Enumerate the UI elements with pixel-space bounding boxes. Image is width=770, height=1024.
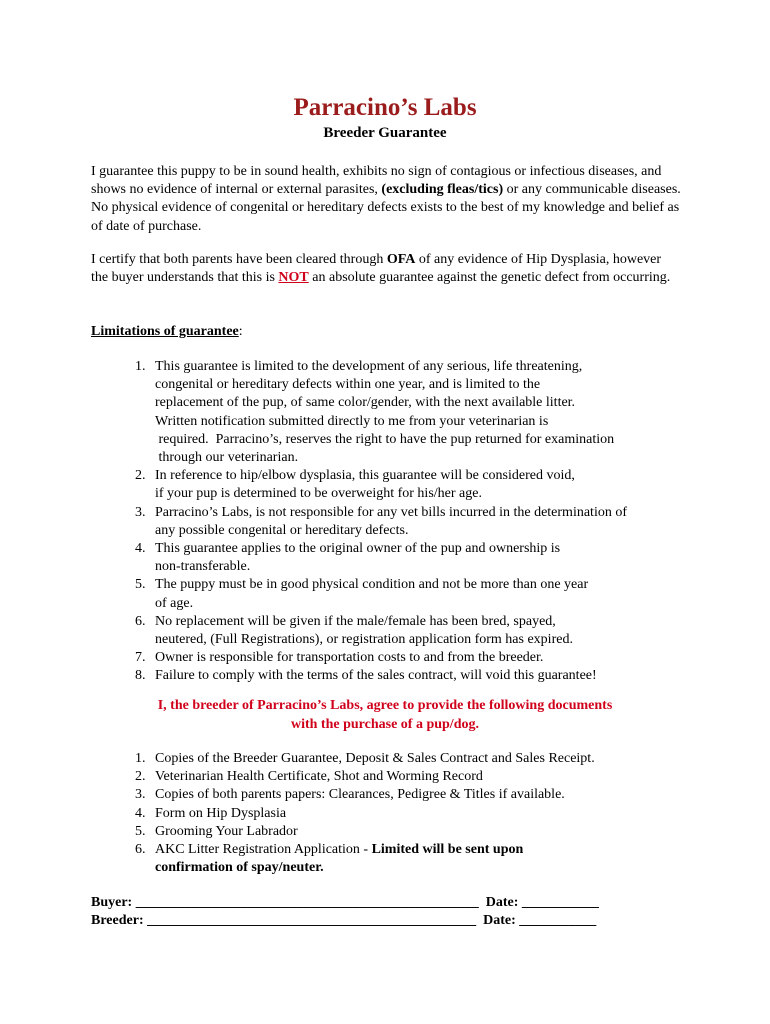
list-item: 6. AKC Litter Registration Application - Limited will be sent upon confirmation of spay/neuter.	[135, 842, 524, 876]
list-item: 2. In reference to hip/elbow dysplasia, this guarantee will be considered void, if your pup is determined to be overweight for his/her age.	[135, 468, 575, 502]
page-title: Parracino’s Labs	[293, 94, 477, 121]
list-item: 2. Veterinarian Health Certificate, Shot and Worming Record	[135, 769, 483, 785]
limitations-list	[135, 358, 680, 686]
breeder-signature-line: Breeder: _______________________________________________ Date: ___________	[91, 913, 597, 928]
documents-list	[135, 750, 680, 877]
page-subtitle: Breeder Guarantee	[323, 125, 447, 141]
list-item: 3. Copies of both parents papers: Clearances, Pedigree & Titles if available.	[135, 787, 565, 803]
limited-registration-note: Limited will be sent upon	[371, 842, 524, 858]
excluding-fleas-note: (excluding fleas/tics)	[381, 182, 504, 198]
list-item: 4. This guarantee applies to the original owner of the pup and ownership is non-transferable.	[135, 541, 561, 575]
limitations-heading: Limitations of guarantee:	[91, 324, 243, 339]
list-item: 6. No replacement will be given if the male/female has been bred, spayed, neutered, (Full Registrations), or registration application form has expired.	[135, 613, 573, 648]
ofa-term: OFA	[386, 252, 416, 267]
intro-paragraph-health: I guarantee this puppy to be in sound health, exhibits no sign of contagious or infectious diseases, and shows no evidence of internal or external parasites, (excluding fleas/tics) or any communicable diseases. No physical evidence of congenital or hereditary defects exists to the best of my knowledge and belief as of date of purchase.	[91, 164, 681, 234]
buyer-signature-line: Buyer: _________________________________________________ Date: ___________	[91, 895, 599, 910]
list-item: 4. Form on Hip Dysplasia	[135, 805, 287, 821]
list-item: 8. Failure to comply with the terms of the sales contract, will void this guarantee!	[135, 668, 597, 684]
not-emphasis: NOT	[278, 270, 309, 286]
intro-paragraph-ofa: I certify that both parents have been cleared through OFA of any evidence of Hip Dysplasia, however the buyer understands that this is NOT an absolute guarantee against the genetic defect from occurring.	[91, 252, 671, 286]
list-item: 5. Grooming Your Labrador	[135, 823, 298, 839]
breeder-agreement-note: I, the breeder of Parracino’s Labs, agree to provide the following documents with the purchase of a pup/dog.	[157, 698, 613, 732]
list-item: 5. The puppy must be in good physical condition and not be more than one year of age.	[135, 577, 589, 611]
list-item: 7. Owner is responsible for transportation costs to and from the breeder.	[135, 650, 544, 666]
list-item: 1. Copies of the Breeder Guarantee, Deposit & Sales Contract and Sales Receipt.	[135, 751, 595, 766]
list-item: 1. This guarantee is limited to the development of any serious, life threatening, congenital or hereditary defects within one year, and is limited to the replacement of the pup, of same color/gender, with the next available litter. Written notification submitted directly to me from your veterinarian is required. Parracino’s, reserves the right to have the pup returned for examination through our veterinarian.	[135, 359, 615, 466]
list-item: 3. Parracino’s Labs, is not responsible for any vet bills incurred in the determination of any possible congenital or hereditary defects.	[135, 504, 627, 538]
